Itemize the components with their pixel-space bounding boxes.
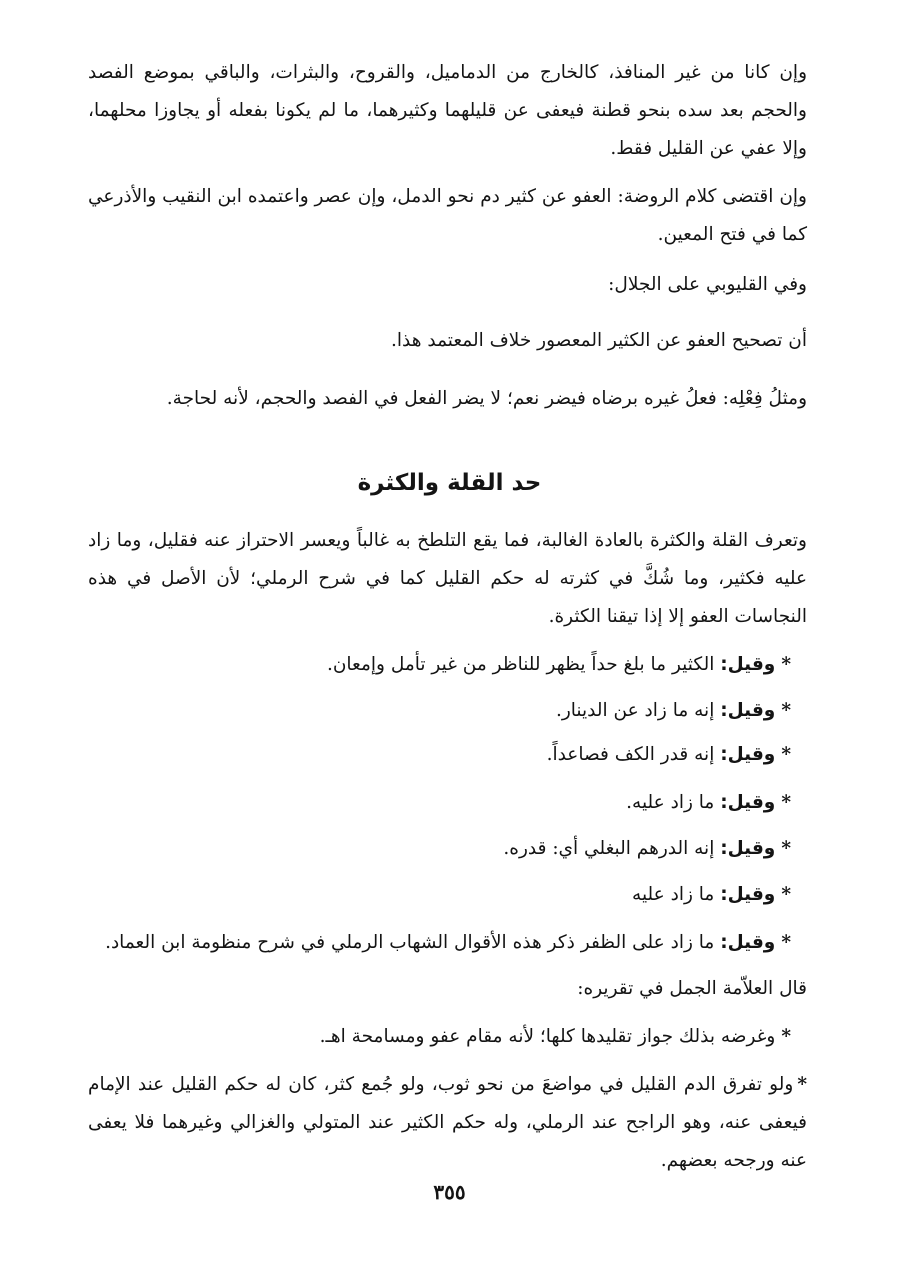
paragraph-qalyubi: وفي القليوبي على الجلال:: [608, 274, 807, 295]
note-text: وغرضه بذلك جواز تقليدها كلها؛ لأنه مقام عفو ومسامحة اهـ.: [319, 1026, 776, 1047]
bullet-star-icon: *: [781, 932, 791, 953]
paragraph-scattered-blood: [88, 1066, 807, 1180]
list-item: [88, 650, 791, 680]
item-text: ما زاد على الظفر ذكر هذه الأقوال الشهاب الرملي في شرح منظومة ابن العماد.: [105, 932, 715, 953]
bullet-star-icon: *: [781, 792, 791, 813]
paragraph-definition: وتعرف القلة والكثرة بالعادة الغالبة، فما يقع التلطخ به غالباً ويعسر الاحتراز عنه فقليل، وما زاد عليه فكثير، وما شُكَّ في كثرته له حكم القليل كما في شرح الرملي؛ لأن الأصل في هذه النجاسات العفو إلا إذا تيقنا الكثرة.: [88, 530, 807, 627]
item-keyword: وقيل:: [720, 654, 776, 675]
bullet-star-icon: *: [781, 654, 791, 675]
bullet-star-icon: *: [781, 744, 791, 765]
paragraph-rawda: وإن اقتضى كلام الروضة: العفو عن كثير دم نحو الدمل، وإن عصر واعتمده ابن النقيب والأذرعي كما في فتح المعين.: [88, 186, 807, 245]
bullet-star-icon: *: [797, 1074, 807, 1095]
page-number: ٣٥٥: [433, 1180, 466, 1204]
item-text: ما زاد عليه: [632, 884, 715, 905]
list-item: [88, 880, 791, 910]
list-item: [88, 834, 791, 864]
item-keyword: وقيل:: [720, 792, 776, 813]
list-item: [88, 740, 791, 770]
list-item: [88, 788, 791, 818]
item-text: إنه الدرهم البغلي أي: قدره.: [503, 838, 715, 859]
bullet-star-icon: *: [781, 1026, 791, 1047]
bullet-star-icon: *: [781, 700, 791, 721]
note-line: [88, 1022, 791, 1052]
list-item: [88, 696, 791, 726]
paragraph-others-act: ومثلُ فِعْلِه: فعلُ غيره برضاه فيضر نعم؛ لا يضر الفعل في الفصد والحجم، لأنه لحاجة.: [166, 388, 807, 409]
item-keyword: وقيل:: [720, 838, 776, 859]
section-heading: حد القلة والكثرة: [357, 470, 542, 496]
item-text: الكثير ما بلغ حداً يظهر للناظر من غير تأمل وإمعان.: [326, 654, 715, 675]
item-keyword: وقيل:: [720, 932, 776, 953]
paragraph-correction: أن تصحيح العفو عن الكثير المعصور خلاف المعتمد هذا.: [391, 330, 807, 351]
item-keyword: وقيل:: [720, 884, 776, 905]
item-keyword: وقيل:: [720, 744, 776, 765]
bullet-star-icon: *: [781, 884, 791, 905]
item-text: إنه قدر الكف فصاعداً.: [546, 744, 715, 765]
final-text: ولو تفرق الدم القليل في مواضعَ من نحو ثوب، ولو جُمع كثر، كان له حكم القليل عند الإمام فيعفى عنه، وهو الراجح عند الرملي، وله حكم الكثير عند المتولي والغزالي وغيرهما فلا يعفى عنه ورجحه بعضهم.: [88, 1074, 807, 1171]
paragraph-wounds: وإن كانا من غير المنافذ، كالخارج من الدماميل، والقروح، والبثرات، والباقي بموضع الفصد والحجم بعد سده بنحو قطنة فيعفى عن قليلهما وكثيرهما، ما لم يكونا بفعله أو يجاوزا محلهما، وإلا عفي عن القليل فقط.: [88, 62, 807, 159]
item-text: ما زاد عليه.: [626, 792, 715, 813]
item-keyword: وقيل:: [720, 700, 776, 721]
list-item: [88, 928, 791, 958]
item-text: إنه ما زاد عن الدينار.: [555, 700, 715, 721]
paragraph-jamal-quote: قال العلاّمة الجمل في تقريره:: [577, 978, 807, 999]
bullet-star-icon: *: [781, 838, 791, 859]
